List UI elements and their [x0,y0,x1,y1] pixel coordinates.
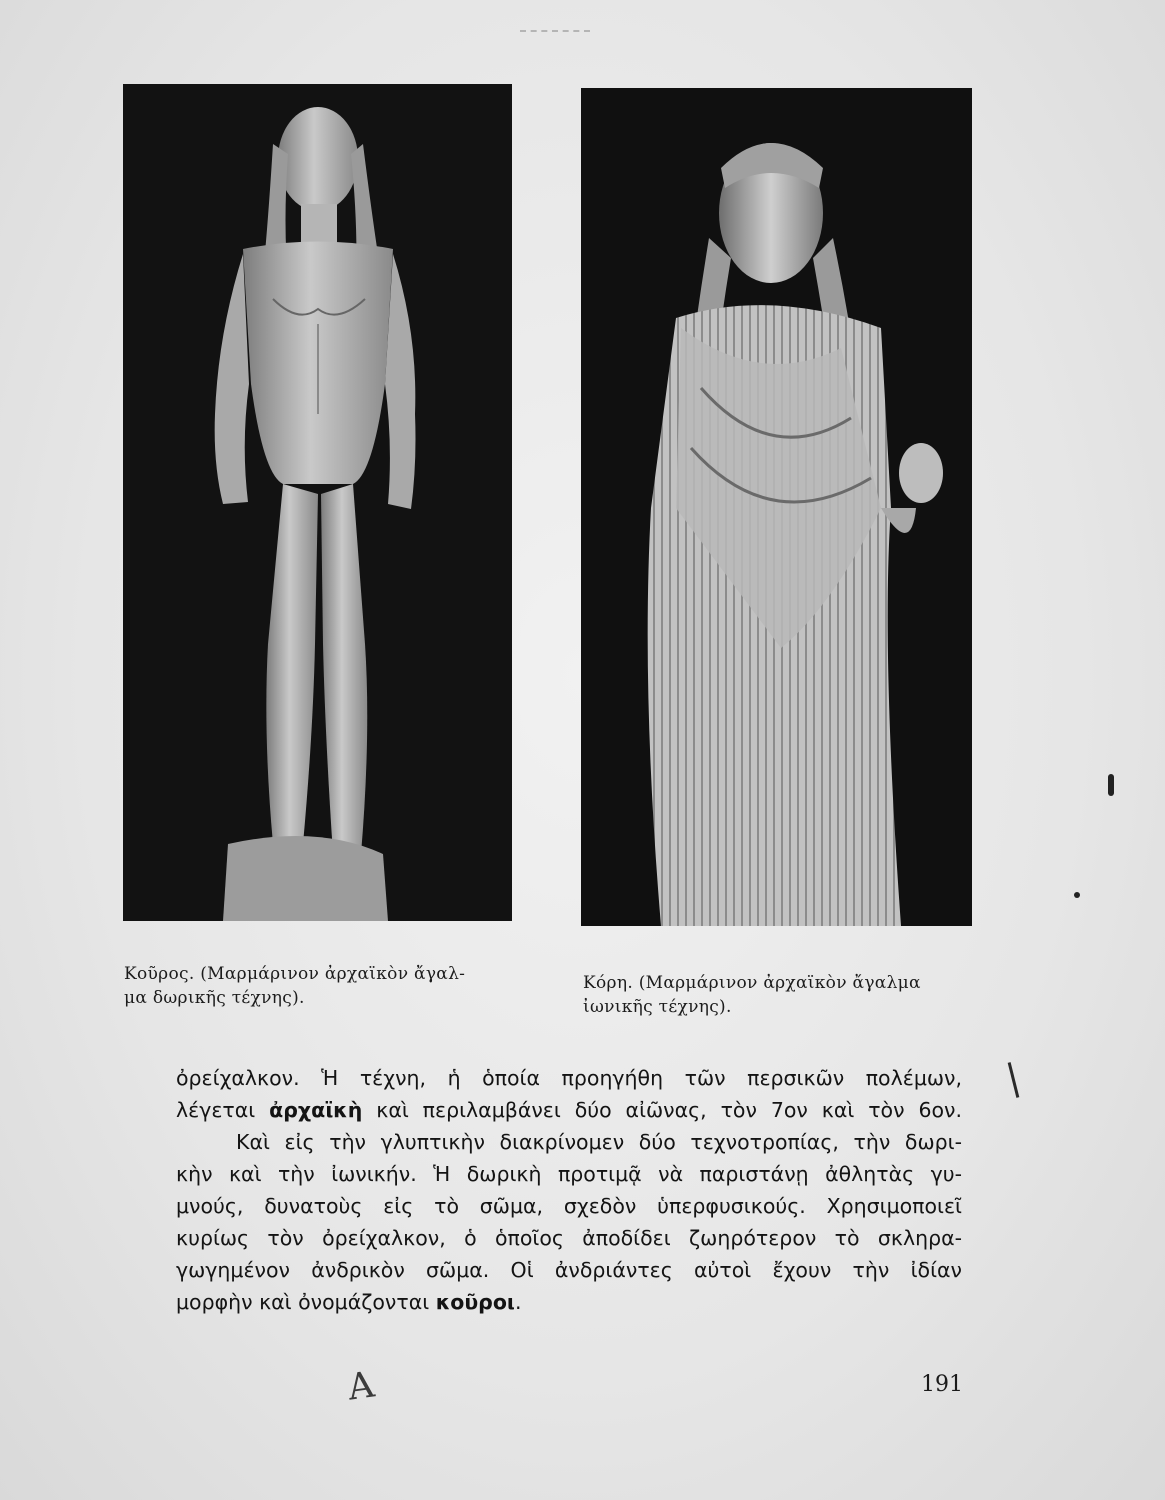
kore-caption-line-2: ἰωνικῆς τέχνης). [583,997,732,1017]
kouros-caption-line-2: μα δωρικῆς τέχνης). [124,988,305,1008]
body-line-8 [176,1286,976,1318]
body-line-4: κὴν καὶ τὴν ἰωνικήν. Ἡ δωρικὴ προτιμᾷ νὰ παριστάνῃ ἀθλητὰς γυ- [176,1162,962,1186]
term-archaike: ἀρχαϊκὴ [269,1098,363,1122]
body-line-8-start: μορφὴν καὶ ὀνομάζονται [176,1290,436,1314]
body-line-2 [176,1094,962,1126]
kore-statue-figure [581,88,972,926]
margin-speck [1108,774,1114,796]
top-bleed-mark [520,30,590,34]
body-line-3: Καὶ εἰς τὴν γλυπτικὴν διακρίνομεν δύο τεχνοτροπίας, τὴν δωρι- [236,1130,962,1154]
kouros-statue-figure [123,84,512,921]
body-line-1: ὀρείχαλκον. Ἡ τέχνη, ἡ ὁποία προηγήθη τῶν περσικῶν πολέμων, [176,1066,962,1090]
handwritten-mark: Α [345,1364,377,1409]
body-line-2-start: λέγεται [176,1098,270,1122]
kouros-caption [124,962,524,1010]
body-line-8-end: . [514,1290,522,1314]
body-line-6: κυρίως τὸν ὀρείχαλκον, ὁ ὁποῖος ἀποδίδει ζωηρότερον τὸ σκληρα- [176,1226,962,1250]
page-number: 191 [921,1372,963,1397]
body-line-2-end: καὶ περιλαμβάνει δύο αἰῶνας, τὸν 7ον καὶ τὸν 6ον. [362,1098,963,1122]
margin-speck [1074,892,1080,898]
body-line-7: γωγημένον ἀνδρικὸν σῶμα. Οἱ ἀνδριάντες αὐτοὶ ἔχουν τὴν ἰδίαν [176,1258,962,1282]
body-paragraphs [176,1062,976,1318]
kouros-photo [123,84,512,921]
body-line-5: μνούς, δυνατοὺς εἰς τὸ σῶμα, σχεδὸν ὑπερφυσικούς. Χρησιμοποιεῖ [176,1194,962,1218]
kore-caption [583,971,983,1019]
kouros-caption-line-1: Κοῦρος. (Μαρμάρινον ἀρχαϊκὸν ἄγαλ- [124,964,466,984]
kore-photo [581,88,972,926]
term-kouroi: κοῦροι [435,1290,515,1314]
kore-caption-line-1: Κόρη. (Μαρμάρινον ἀρχαϊκὸν ἄγαλμα [583,973,921,993]
